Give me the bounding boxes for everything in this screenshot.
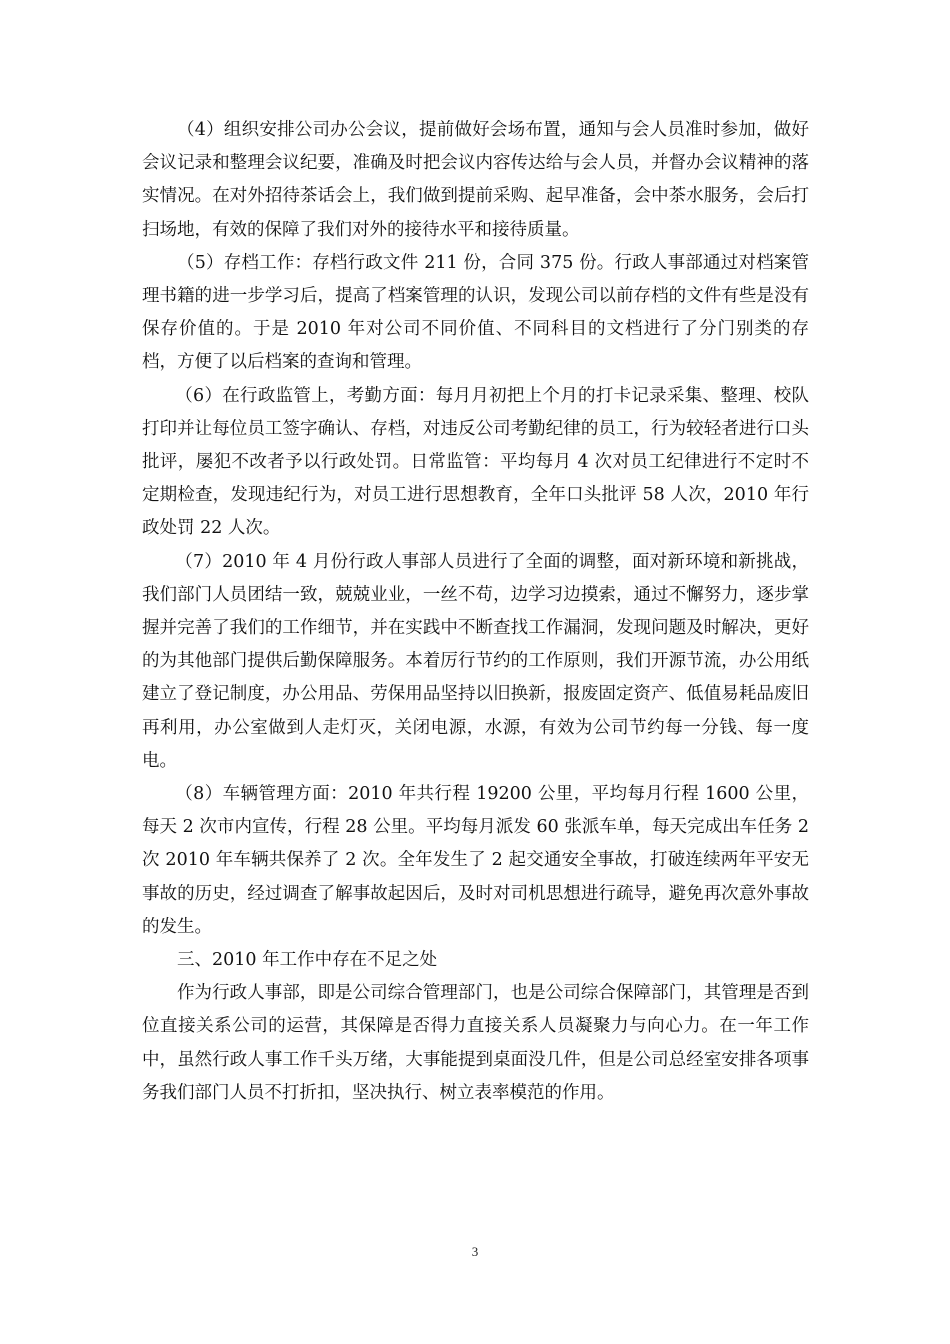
paragraph-meeting-arrangement: （4）组织安排公司办公会议，提前做好会场布置，通知与会人员准时参加，做好会议记录和整理会议纪要，准确及时把会议内容传达给与会人员，并督办会议精神的落实情况。在对外招待茶话会上，我们做到提前采购、起早准备，会中茶水服务，会后打扫场地，有效的保障了我们对外的接待水平和接待质量。 [142, 120, 809, 240]
page-number: 3 [471, 1244, 479, 1259]
paragraph-staff-adjustment: （7）2010 年 4 月份行政人事部人员进行了全面的调整，面对新环境和新挑战，我们部门人员团结一致，兢兢业业，一丝不苟，边学习边摸索，通过不懈努力，逐步掌握并完善了我们的工作细节，并在实践中不断查找工作漏洞，发现问题及时解决，更好的为其他部门提供后勤保障服务。本着厉行节约的工作原则，我们开源节流，办公用纸建立了登记制度，办公用品、劳保用品坚持以旧换新，报废固定资产、低值易耗品废旧再利用，办公室做到人走灯灭，关闭电源，水源，有效为公司节约每一分钱、每一度电。 [142, 551, 809, 771]
paragraph-closing: 作为行政人事部，即是公司综合管理部门，也是公司综合保障部门，其管理是否到位直接关系公司的运营，其保障是否得力直接关系人员凝聚力与向心力。在一年工作中，虽然行政人事工作千头万绪，大事能提到桌面没几件，但是公司总经室安排各项事务我们部门人员不打折扣，坚决执行、树立表率模范的作用。 [142, 983, 809, 1103]
paragraph-vehicle-management: （8）车辆管理方面：2010 年共行程 19200 公里，平均每月行程 1600 公里，每天 2 次市内宣传，行程 28 公里。平均每月派发 60 张派车单，每天完成出车任务 2 次 2010 年车辆共保养了 2 次。全年发生了 2 起交通安全事故，打破连续两年平安无事故的历史，经过调查了解事故起因后，及时对司机思想进行疏导，避免再次意外事故的发生。 [142, 784, 809, 937]
paragraph-administrative-supervision: （6）在行政监管上，考勤方面：每月月初把上个月的打卡记录采集、整理、校队打印并让每位员工签字确认、存档，对违反公司考勤纪律的员工，行为较轻者进行口头批评，屡犯不改者予以行政处罚。日常监管：平均每月 4 次对员工纪律进行不定时不定期检查，发现违纪行为，对员工进行思想教育，全年口头批评 58 人次，2010 年行政处罚 22 人次。 [142, 385, 809, 539]
section-heading-shortcomings: 三、2010 年工作中存在不足之处 [177, 950, 438, 971]
paragraph-archiving: （5）存档工作：存档行政文件 211 份，合同 375 份。行政人事部通过对档案管理书籍的进一步学习后，提高了档案管理的认识，发现公司以前存档的文件有些是没有保存价值的。于是 2010 年对公司不同价值、不同科目的文档进行了分门别类的存档，方便了以后档案的查询和管理。 [142, 252, 809, 373]
document-body [142, 114, 809, 1110]
